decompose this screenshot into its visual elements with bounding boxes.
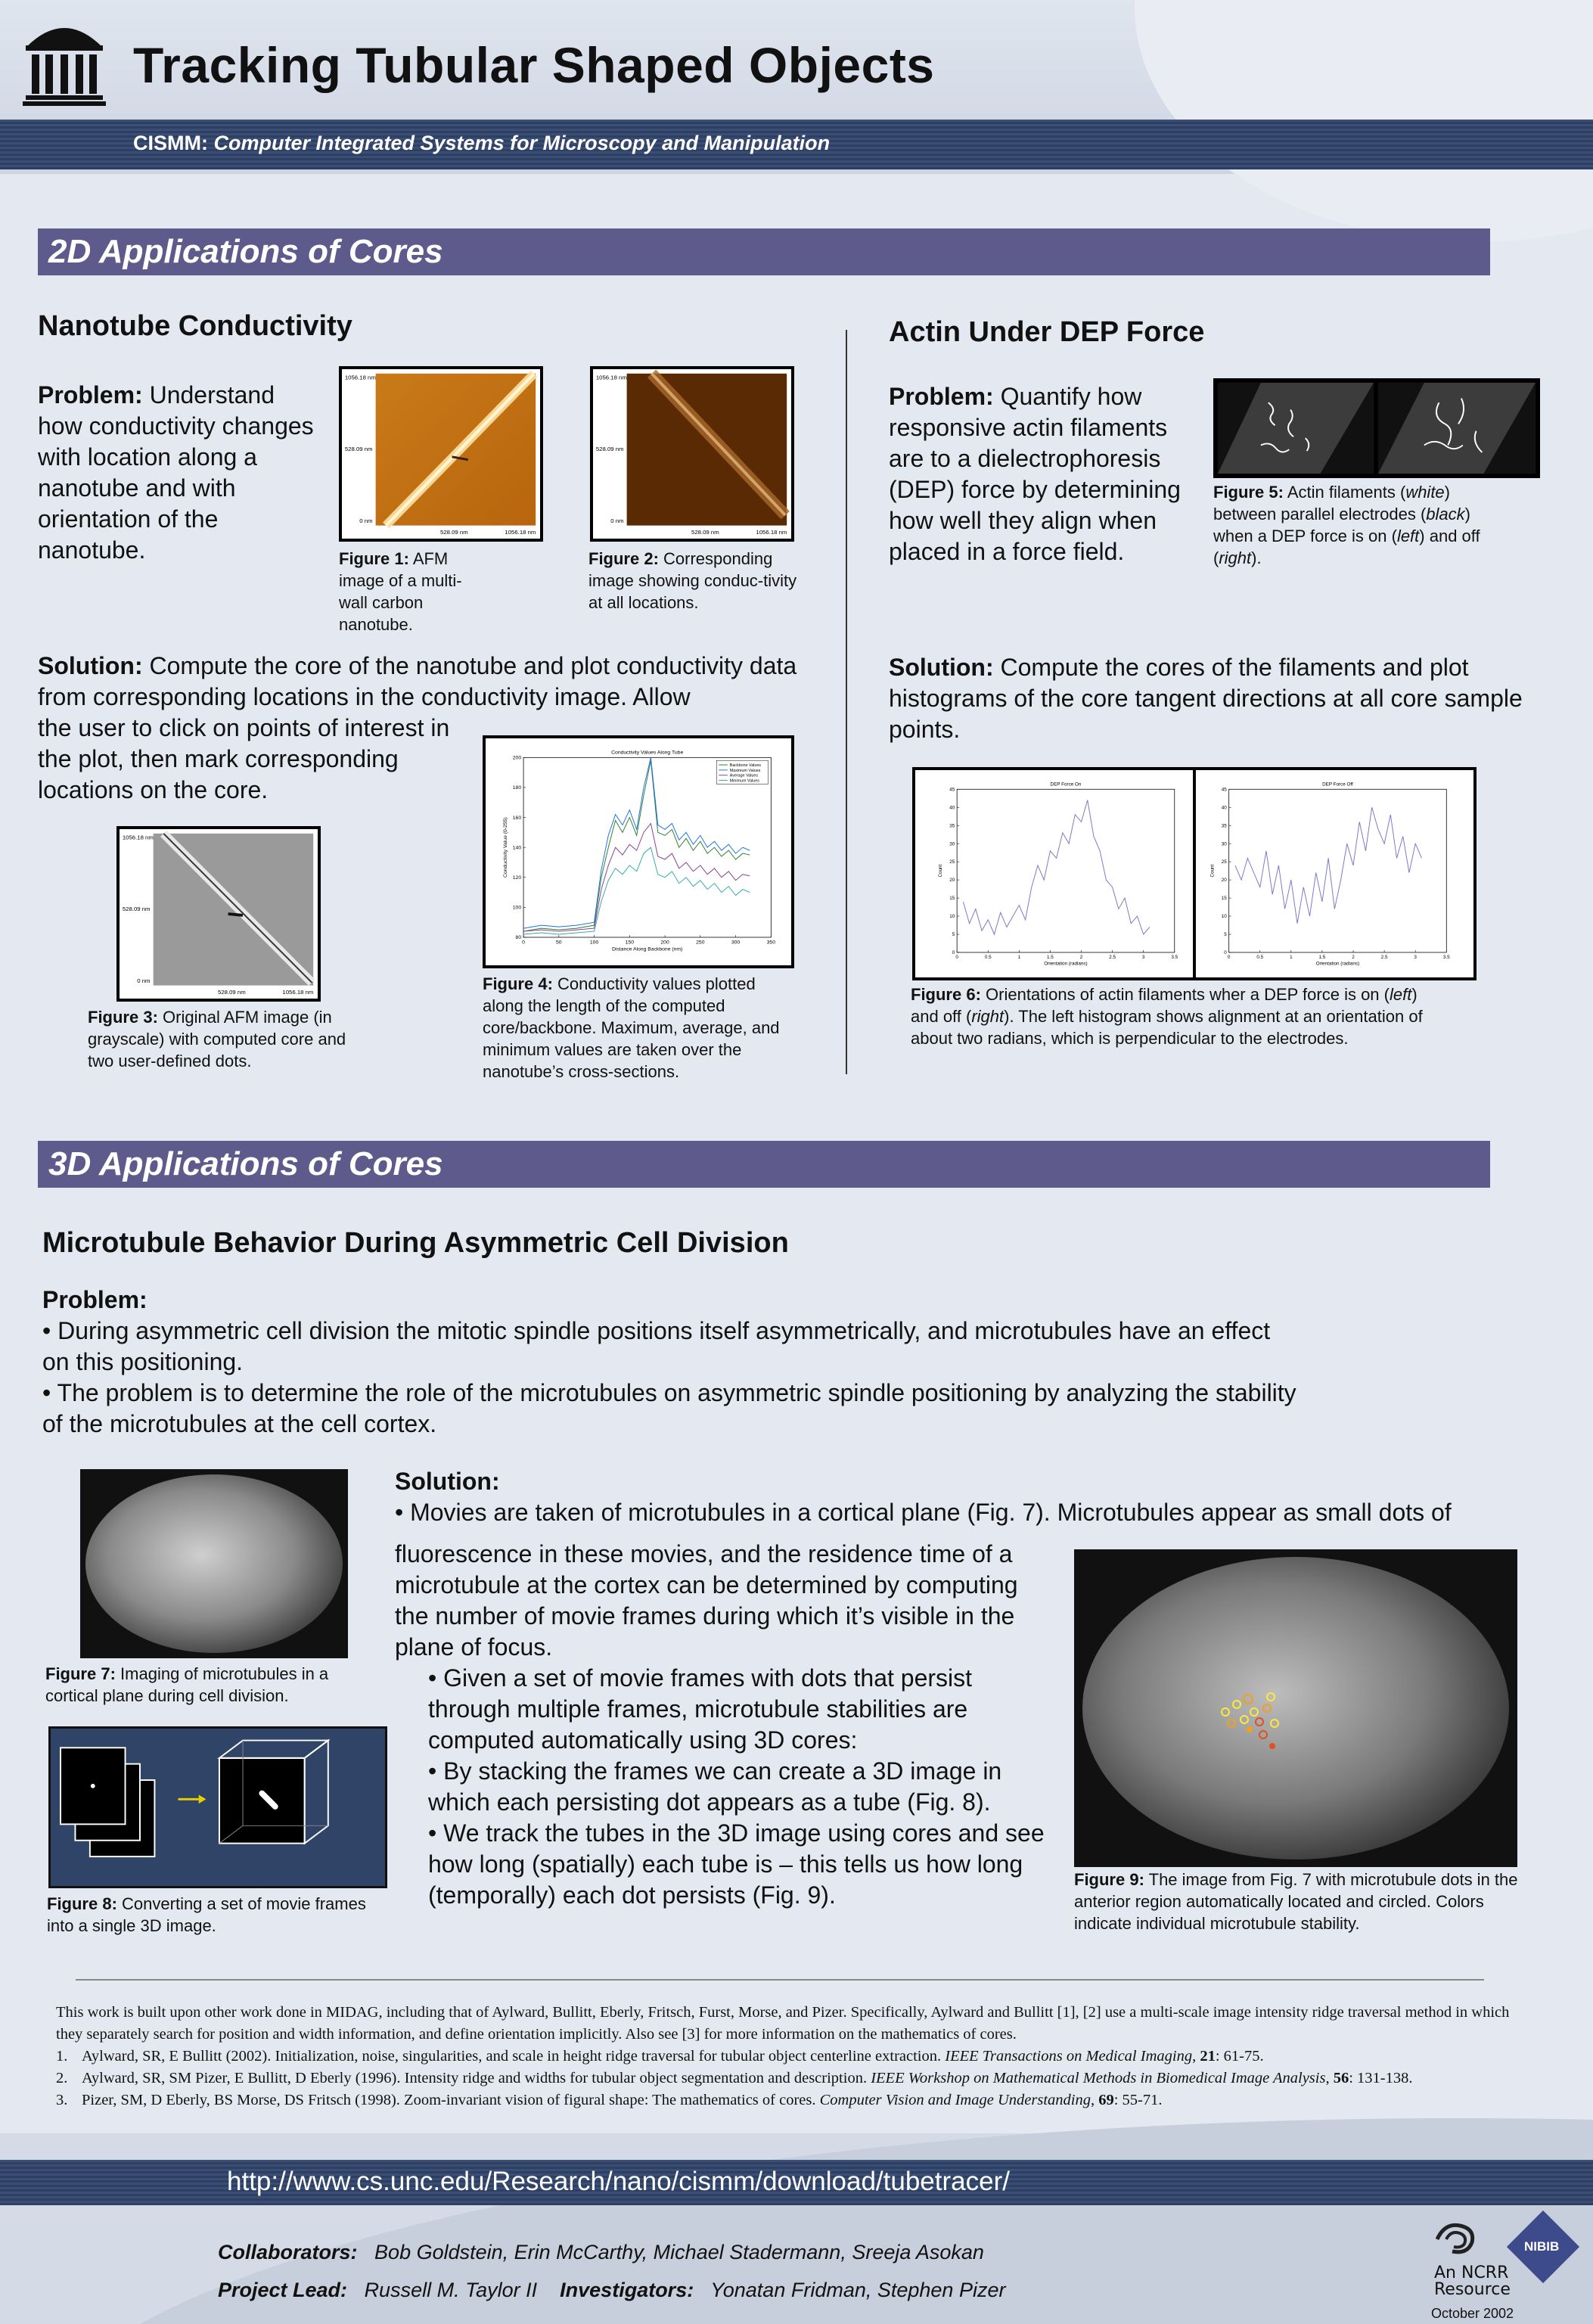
fig3-xtick-mid: 528.09 nm: [218, 989, 246, 996]
solution-bullets: [428, 1663, 1056, 1911]
fig2-label: Figure 2:: [588, 549, 659, 568]
fig8-label: Figure 8:: [47, 1894, 117, 1913]
fig1-xtick-mid: 528.09 nm: [440, 529, 468, 536]
y-tick-label: 200: [512, 755, 522, 761]
figure-6-histograms: [912, 767, 1477, 980]
fig6-pre: Orientations of actin filaments wher a DEP force is on (: [986, 985, 1390, 1004]
column-divider: [846, 330, 847, 1074]
figure-1-caption: [339, 548, 475, 635]
fig2-ytick-bot: 0 nm: [610, 517, 624, 524]
fig3-text: Original AFM image (in grayscale) with computed core and two user-defined dots.: [88, 1008, 346, 1070]
section-heading-2d: 2D Applications of Cores: [38, 228, 1490, 275]
figure-9-circled-cell: [1074, 1549, 1517, 1867]
fig1-ytick-mid: 528.09 nm: [344, 446, 373, 453]
actin-problem: [889, 381, 1206, 567]
collaborators-line: [218, 2241, 984, 2264]
fig9-label: Figure 9:: [1074, 1870, 1144, 1889]
ref-text: Aylward, SR, E Bullitt (2002). Initialization, noise, singularities, and scale in height ridge traversal for tubular object centerline extraction.: [82, 2048, 942, 2065]
conductivity-chart: [486, 738, 791, 965]
poster-title: Tracking Tubular Shaped Objects: [133, 37, 935, 93]
reference-item-1: 1. Aylward, SR, E Bullitt (2002). Initialization, noise, singularities, and scale in height ridge traversal for tubular object centerline extraction. IEEE Transactions on Medical Imaging, 21: 61-75.: [56, 2046, 1516, 2068]
chart-title: Conductivity Values Along Tube: [611, 750, 684, 756]
y-axis-label: Count: [1210, 864, 1216, 878]
actin-problem-label: Problem:: [889, 383, 994, 410]
solution-bullet-1-rest: fluorescence in these movies, and the residence time of a microtubule at the cortex can be determined by computing the number of movie frames during which it’s visible in the plane of focus.: [395, 1540, 1018, 1661]
actin-solution-text: Compute the cores of the filaments and plot histograms of the core tangent directions at all core sample points.: [889, 654, 1523, 743]
x-axis-label: Distance Along Backbone (nm): [612, 946, 683, 952]
y-tick-label: 45: [949, 787, 955, 793]
fig2-ytick-top: 1056.18 nm: [595, 374, 627, 381]
references-divider: [76, 1979, 1484, 1981]
fig1-text: AFM image of a multi-wall carbon nanotube.: [339, 549, 462, 634]
y-tick-label: 10: [949, 914, 955, 920]
ref-vol: 21: [1200, 2048, 1216, 2065]
y-tick-label: 35: [949, 823, 955, 829]
fig7-label: Figure 7:: [45, 1664, 116, 1683]
ref-num: 3.: [56, 2092, 68, 2108]
y-tick-label: 0: [1224, 950, 1227, 956]
plot-area: [523, 757, 771, 937]
ref-num: 1.: [56, 2048, 68, 2065]
fig5-left: left: [1396, 527, 1420, 545]
chart-group: [938, 781, 1178, 966]
nanotube-problem: [38, 380, 318, 566]
figure-7-cell-image: [80, 1469, 348, 1658]
fig1-ytick-top: 1056.18 nm: [344, 374, 376, 381]
section-heading-3d: 3D Applications of Cores: [38, 1141, 1490, 1188]
figure-4-conductivity-plot: [483, 735, 794, 968]
collaborators-label: Collaborators:: [218, 2241, 358, 2263]
orientation-histograms: [915, 770, 1473, 977]
y-tick-label: 10: [1221, 914, 1227, 920]
poster-subtitle: [133, 132, 830, 155]
nanotube-solution-line2: the user to click on points of interest in the plot, then mark corresponding locations on the core.: [38, 714, 450, 803]
fig5-label: Figure 5:: [1213, 483, 1284, 502]
fig5-end: ).: [1251, 548, 1262, 567]
nanotube-solution-label: Solution:: [38, 652, 143, 679]
y-tick-label: 5: [1224, 932, 1227, 938]
x-tick-label: 250: [696, 940, 705, 946]
y-tick-label: 20: [1221, 878, 1227, 884]
chart-group: [503, 750, 775, 952]
references-block: [56, 2002, 1516, 2111]
x-tick-label: 3.5: [1171, 955, 1178, 961]
figure-8-frames-diagram: [48, 1726, 387, 1888]
fig1-label: Figure 1:: [339, 549, 409, 568]
microtubule-title: Microtubule Behavior During Asymmetric Cell Division: [42, 1227, 789, 1259]
actin-problem-text: Quantify how responsive actin filaments are to a dielectrophoresis (DEP) force by determining how well they align when placed in a force field.: [889, 383, 1181, 565]
x-tick-label: 150: [625, 940, 634, 946]
figure-5-actin-images: [1213, 378, 1540, 478]
fig3-label: Figure 3:: [88, 1008, 158, 1027]
x-tick-label: 1: [1290, 955, 1293, 961]
x-tick-label: 350: [766, 940, 775, 946]
actin-solution: [889, 652, 1539, 745]
fig6-label: Figure 6:: [911, 985, 981, 1004]
ref-pages: : 131-138.: [1349, 2070, 1413, 2086]
y-tick-label: 140: [512, 845, 522, 851]
x-tick-label: 100: [589, 940, 599, 946]
ref-journal: IEEE Transactions on Medical Imaging: [945, 2048, 1193, 2065]
y-tick-label: 40: [949, 805, 955, 811]
fig5-mid3: ) and off (: [1213, 527, 1480, 567]
y-tick-label: 100: [512, 905, 522, 911]
legend-entry: Minimum Values: [729, 778, 759, 784]
microtubule-problem: [42, 1285, 1298, 1440]
fig5-pre: Actin filaments (: [1287, 483, 1406, 502]
chart-title: DEP Force Off: [1322, 781, 1353, 788]
figure-7-caption: [45, 1663, 371, 1707]
problem-bullet-2: • The problem is to determine the role of the microtubules on asymmetric spindle positioning by analyzing the stability of the microtubules at the cell cortex.: [42, 1379, 1296, 1437]
x-tick-label: 3: [1141, 955, 1145, 961]
x-tick-label: 1.5: [1047, 955, 1054, 961]
ncrr-line1: An NCRR: [1434, 2263, 1509, 2282]
y-tick-label: 35: [1221, 823, 1227, 829]
figure-1-afm-image: [339, 366, 543, 542]
x-tick-label: 0: [955, 955, 958, 961]
project-lead-name: Russell M. Taylor II: [364, 2279, 538, 2301]
ncrr-text: [1434, 2265, 1511, 2298]
leads-line: [218, 2279, 1005, 2302]
figure-8-caption: [47, 1893, 380, 1937]
collaborators-names: Bob Goldstein, Erin McCarthy, Michael Stadermann, Sreeja Asokan: [374, 2241, 984, 2263]
fig6-left: left: [1389, 985, 1412, 1004]
microtubule-solution-label: Solution:: [395, 1468, 500, 1495]
plot-area: [1229, 789, 1447, 952]
x-tick-label: 2: [1079, 955, 1083, 961]
fig6-right: right: [971, 1007, 1005, 1026]
fig3-ytick-mid: 528.09 nm: [122, 906, 151, 913]
y-axis-label: Conductivity Value (0-255): [503, 817, 509, 878]
x-tick-label: 0.5: [1256, 955, 1264, 961]
org-separator: :: [201, 132, 214, 154]
y-tick-label: 25: [949, 859, 955, 865]
references-intro: This work is built upon other work done in MIDAG, including that of Aylward, Bullitt, Eberly, Fritsch, Furst, Morse, and Pizer. Specifically, Aylward and Bullitt [1], [2] use a multi-scale image intensity ridge traversal method in which they separately search for position and width information, and define orientation implicitly. Also see [3] for more information on the mathematics of cores.: [56, 2004, 1510, 2043]
fig2-xtick-right: 1056.18 nm: [756, 529, 787, 536]
figure-3-caption: [88, 1006, 360, 1072]
fig5-right: right: [1219, 548, 1252, 567]
x-tick-label: 0: [1227, 955, 1231, 961]
figure-5-caption: [1213, 481, 1501, 569]
fig3-ytick-bot: 0 nm: [137, 977, 151, 984]
nanotube-solution-line1: [38, 651, 809, 713]
solution-bullet-2: • Given a set of movie frames with dots that persist through multiple frames, microtubule stabilities are computed automatically using 3D cores:: [428, 1664, 973, 1754]
legend-entry: Average Values: [729, 773, 759, 778]
fig8-text: Converting a set of movie frames into a single 3D image.: [47, 1894, 366, 1935]
fig1-xtick-right: 1056.18 nm: [505, 529, 536, 536]
figure-2-caption: [588, 548, 800, 614]
fig7-text: Imaging of microtubules in a cortical plane during cell division.: [45, 1664, 329, 1705]
x-tick-label: 1.5: [1318, 955, 1326, 961]
fig5-mid: ) between parallel electrodes (: [1213, 483, 1450, 524]
ncrr-line2: Resource: [1434, 2280, 1511, 2299]
ref-pages: : 55-71.: [1113, 2092, 1163, 2108]
y-tick-label: 45: [1221, 787, 1227, 793]
solution-bullet-1-first: • Movies are taken of microtubules in a cortical plane (Fig. 7). Microtubules appear as small dots of: [395, 1499, 1452, 1526]
figure-2-conductivity-image: [590, 366, 794, 542]
nanotube-solution-text1: Compute the core of the nanotube and plot conductivity data from corresponding locations in the conductivity image. Allow: [38, 652, 797, 710]
y-tick-label: 180: [512, 785, 522, 791]
nibib-text: NIBIB: [1524, 2239, 1560, 2254]
figure-6-caption: [911, 983, 1440, 1049]
y-tick-label: 40: [1221, 805, 1227, 811]
ref-vol: 69: [1098, 2092, 1114, 2108]
x-tick-label: 0.5: [984, 955, 992, 961]
x-tick-label: 2.5: [1380, 955, 1388, 961]
nanotube-problem-label: Problem:: [38, 381, 143, 409]
y-tick-label: 30: [949, 841, 955, 847]
ref-text: Pizer, SM, D Eberly, BS Morse, DS Fritsch (1998). Zoom-invariant vision of figural shape: The mathematics of cores.: [82, 2092, 816, 2108]
plot-area: [957, 789, 1175, 952]
y-tick-label: 120: [512, 875, 522, 881]
microtubule-problem-label: Problem:: [42, 1286, 148, 1313]
figure-9-caption: [1074, 1869, 1528, 1934]
nanotube-problem-text: Understand how conductivity changes with location along a nanotube and with orientation of the nanotube.: [38, 381, 314, 564]
unc-old-well-logo: [23, 17, 106, 106]
x-tick-label: 1: [1017, 955, 1021, 961]
x-axis-label: Orientation (radians): [1044, 961, 1088, 967]
fig3-xtick-right: 1056.18 nm: [282, 989, 314, 996]
fig6-mid: ) and off (: [911, 985, 1418, 1026]
org-full: Computer Integrated Systems for Microscopy and Manipulation: [213, 132, 831, 154]
x-tick-label: 200: [660, 940, 669, 946]
project-lead-label: Project Lead:: [218, 2279, 348, 2301]
x-tick-label: 0: [522, 940, 525, 946]
fig2-text: Corresponding image showing conduc-tivity at all locations.: [588, 549, 797, 612]
fig6-end: ). The left histogram shows alignment at an orientation of about two radians, which is perpendicular to the electrodes.: [911, 1007, 1423, 1048]
project-url-link[interactable]: http://www.cs.unc.edu/Research/nano/cismm/download/tubetracer/: [227, 2167, 1010, 2196]
fig5-mid2: ) when a DEP force is on (: [1213, 505, 1470, 545]
x-tick-label: 3.5: [1442, 955, 1450, 961]
nanotube-title: Nanotube Conductivity: [38, 310, 352, 342]
fig4-text: Conductivity values plotted along the length of the computed core/backbone. Maximum, average, and minimum values are taken over the nanotube’s cross-sections.: [483, 974, 780, 1081]
x-tick-label: 50: [556, 940, 562, 946]
y-tick-label: 0: [952, 950, 955, 956]
fig2-xtick-mid: 528.09 nm: [691, 529, 719, 536]
y-tick-label: 25: [1221, 859, 1227, 865]
y-tick-label: 15: [949, 896, 955, 902]
y-tick-label: 80: [515, 935, 522, 941]
actin-title: Actin Under DEP Force: [889, 316, 1205, 348]
figure-4-caption: [483, 973, 800, 1083]
microtubule-solution-head: [395, 1466, 1560, 1528]
reference-item-2: 2. Aylward, SR, SM Pizer, E Bullitt, D Eberly (1996). Intensity ridge and widths for tubular object segmentation and description. IEEE Workshop on Mathematical Methods in Biomedical Image Analysis, 56: 131-138.: [56, 2068, 1516, 2089]
solution-bullet-3: • By stacking the frames we can create a 3D image in which each persisting dot appears as a tube (Fig. 8).: [428, 1757, 1002, 1816]
fig5-black: black: [1426, 505, 1465, 524]
y-tick-label: 20: [949, 878, 955, 884]
ref-journal: IEEE Workshop on Mathematical Methods in Biomedical Image Analysis: [871, 2070, 1326, 2086]
ref-num: 2.: [56, 2070, 68, 2086]
chart-group: [1210, 781, 1450, 966]
ncrr-logo-icon: [1430, 2217, 1487, 2262]
x-tick-label: 3: [1414, 955, 1417, 961]
fig4-label: Figure 4:: [483, 974, 553, 993]
chart-title: DEP Force On: [1050, 781, 1082, 788]
investigators-names: Yonatan Fridman, Stephen Pizer: [710, 2279, 1006, 2301]
figure-3-grayscale-afm: [116, 826, 321, 1002]
ref-pages: : 61-75.: [1215, 2048, 1264, 2065]
ref-journal: Computer Vision and Image Understanding: [819, 2092, 1091, 2108]
poster-date: October 2002: [1431, 2306, 1514, 2321]
org-short: CISMM: [133, 132, 201, 154]
x-axis-label: Orientation (radians): [1315, 961, 1360, 967]
x-tick-label: 2.5: [1109, 955, 1116, 961]
fig5-white: white: [1405, 483, 1445, 502]
y-tick-label: 5: [952, 932, 955, 938]
fig9-text: The image from Fig. 7 with microtubule dots in the anterior region automatically located and circled. Colors indicate individual microtubule stability.: [1074, 1870, 1518, 1933]
x-tick-label: 300: [731, 940, 741, 946]
ref-text: Aylward, SR, SM Pizer, E Bullitt, D Eberly (1996). Intensity ridge and widths for tubular object segmentation and description.: [82, 2070, 868, 2086]
y-tick-label: 30: [1221, 841, 1227, 847]
legend-entry: Maximum Values: [729, 768, 761, 773]
fig2-ytick-mid: 528.09 nm: [595, 446, 624, 453]
x-tick-label: 2: [1352, 955, 1355, 961]
y-tick-label: 15: [1221, 896, 1227, 902]
solution-bullet-4: • We track the tubes in the 3D image using cores and see how long (spatially) each tube is – this tells us how long (temporally) each dot persists (Fig. 9).: [428, 1819, 1045, 1909]
fig1-ytick-bot: 0 nm: [359, 517, 373, 524]
y-axis-label: Count: [937, 864, 943, 878]
investigators-label: Investigators:: [560, 2279, 694, 2301]
reference-item-3: 3. Pizer, SM, D Eberly, BS Morse, DS Fritsch (1998). Zoom-invariant vision of figural shape: The mathematics of cores. Computer Vision and Image Understanding, 69: 55-71.: [56, 2089, 1516, 2111]
actin-solution-label: Solution:: [889, 654, 994, 681]
y-tick-label: 160: [512, 815, 522, 821]
ref-vol: 56: [1333, 2070, 1349, 2086]
legend-entry: Backbone Values: [729, 763, 761, 769]
problem-bullet-1: • During asymmetric cell division the mitotic spindle positions itself asymmetrically, and microtubules have an effect on this positioning.: [42, 1317, 1271, 1375]
fig3-ytick-top: 1056.18 nm: [122, 834, 154, 841]
